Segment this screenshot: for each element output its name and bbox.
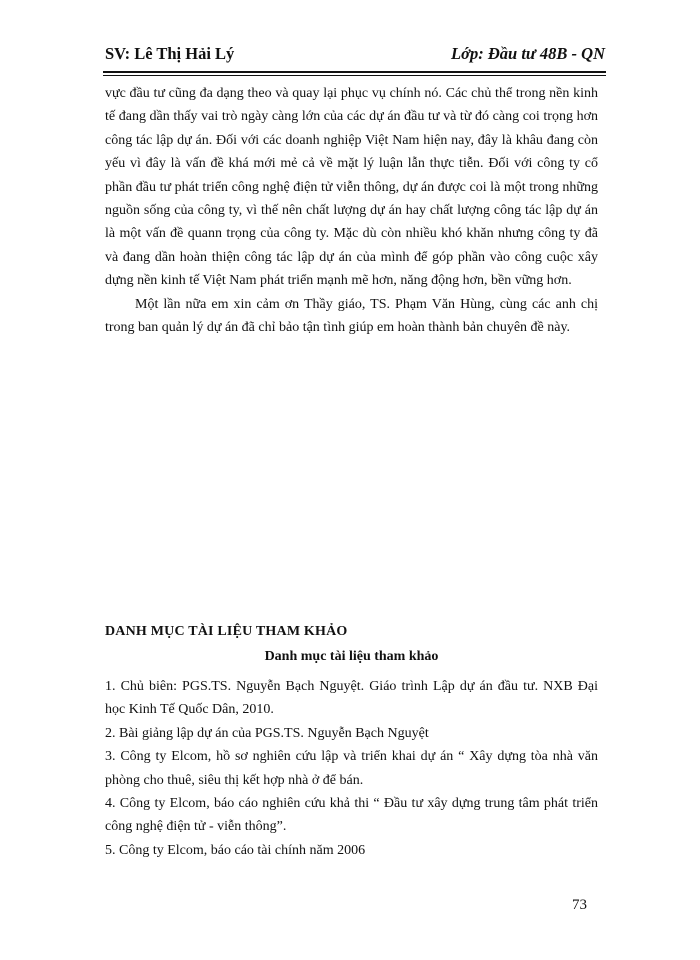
page-header <box>105 44 605 70</box>
reference-item: 1. Chủ biên: PGS.TS. Nguyễn Bạch Nguyệt. Giáo trình Lập dự án đầu tư. NXB Đại học Kinh Tế Quốc Dân, 2010. <box>105 679 598 718</box>
body-paragraph: Một lần nữa em xin cảm ơn Thầy giáo, TS. Phạm Văn Hùng, cùng các anh chị trong ban quản lý dự án đã chỉ bảo tận tình giúp em hoàn thành bản chuyên đề này. <box>105 296 598 336</box>
reference-item: 4. Công ty Elcom, báo cáo nghiên cứu khả thi “ Đầu tư xây dựng trung tâm phát triển công nghệ điện tử - viễn thông”. <box>105 796 598 835</box>
student-name: SV: Lê Thị Hải Lý <box>105 44 235 63</box>
class-name: Lớp: Đầu tư 48B - QN <box>451 44 605 63</box>
header-divider <box>103 71 606 73</box>
reference-item: 2. Bài giảng lập dự án của PGS.TS. Nguyễn Bạch Nguyệt <box>105 725 429 741</box>
page-number: 73 <box>572 897 587 913</box>
header-divider-thin <box>103 75 606 76</box>
references-heading: DANH MỤC TÀI LIỆU THAM KHẢO <box>105 624 348 639</box>
body-text <box>105 82 598 339</box>
reference-item: 3. Công ty Elcom, hồ sơ nghiên cứu lập và triển khai dự án “ Xây dựng tòa nhà văn phòng cho thuê, siêu thị kết hợp nhà ở để bán. <box>105 749 598 788</box>
reference-item: 5. Công ty Elcom, báo cáo tài chính năm 2006 <box>105 842 366 858</box>
references-list <box>105 675 598 862</box>
references-subtitle: Danh mục tài liệu tham khảo <box>264 649 439 664</box>
body-paragraph: vực đầu tư cũng đa dạng theo và quay lại phục vụ chính nó. Các chủ thể trong nền kinh tế đang dần thấy vai trò ngày càng lớn của các dự án đầu tư và từ đó càng coi trọng hơn công tác lập dự án. Đối với các doanh nghiệp Việt Nam hiện nay, đây là khâu đang còn yếu vì đây là vấn đề khá mới mẻ cả về mặt lý luận lẫn thực tiễn. Đối với công ty cổ phần đầu tư phát triển công nghệ điện tử viễn thông, dự án được coi là một trong những nguồn sống của công ty, vì thế nên chất lượng dự án hay chất lượng công tác lập dự án là một vấn đề quann trọng của công ty. Mặc dù còn nhiều khó khăn nhưng công ty đã và đang dần hoàn thiện công tác lập dự án của mình để góp phần vào công cuộc xây dựng nền kinh tế Việt Nam phát triển mạnh mẽ hơn, năng động hơn, bền vững hơn. <box>105 86 598 289</box>
